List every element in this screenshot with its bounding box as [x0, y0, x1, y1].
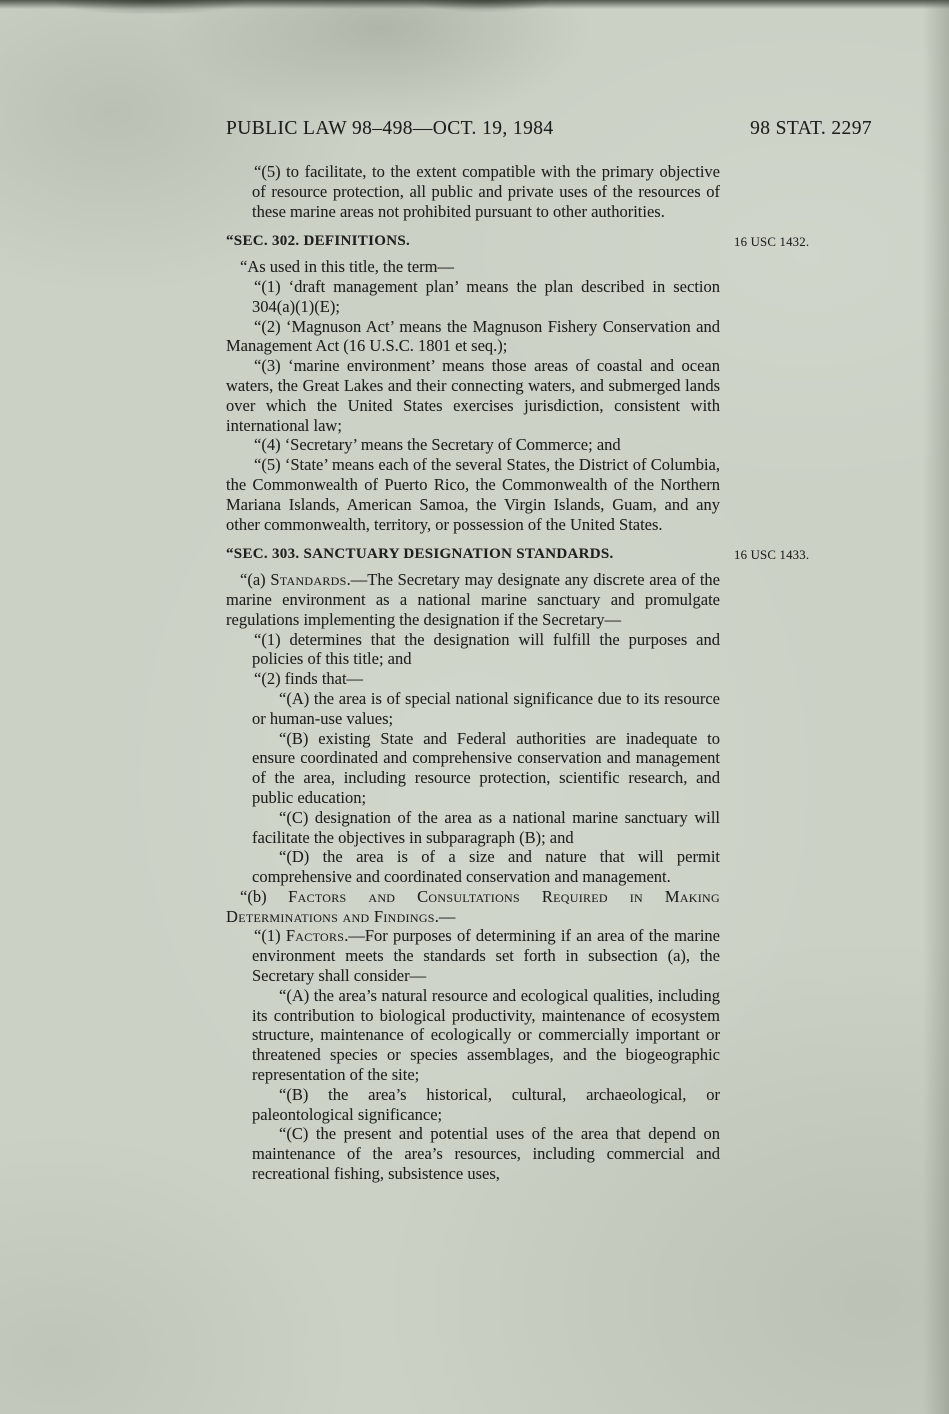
text-run: “(C) the present and potential uses of the area that depend on maintenance of the area’s resources, including commercial and recreational fishing, subsistence uses,	[252, 1124, 720, 1184]
text-run: “(b)	[240, 886, 289, 906]
text-run: “(2) ‘Magnuson Act’ means the Magnuson Fishery Conservation and Management Act (16 U.S.C. 1801 et seq.);	[226, 316, 720, 356]
statute-paragraph	[226, 277, 720, 317]
statute-paragraph	[226, 356, 720, 435]
running-head	[226, 118, 872, 140]
uscode-margin-note: 16 USC 1433.	[734, 548, 810, 563]
text-run: .—The Secretary may designate any discrete area of the marine environment as a national marine sanctuary and promulgate regulations implementing the designation if the Secretary—	[226, 570, 720, 629]
statute-paragraph	[226, 926, 720, 985]
text-run: “(A) the area is of special national significance due to its resource or human-use values;	[252, 688, 720, 728]
text-run: “(5) to facilitate, to the extent compatible with the primary objective of resource protection, all public and private uses of the resources of these marine areas not prohibited pursuant to other authorities.	[252, 162, 720, 221]
statute-paragraph	[226, 257, 720, 277]
text-run: “(1) ‘draft management plan’ means the plan described in section 304(a)(1)(E);	[252, 276, 720, 316]
text-run: .—	[434, 906, 456, 926]
text-run: “(a)	[240, 570, 271, 590]
statute-paragraph	[226, 729, 720, 808]
text-run: “As used in this title, the term—	[240, 257, 455, 277]
statute-paragraph	[226, 1124, 720, 1183]
text-run: .—For purposes of determining if an area of the marine environment meets the standards set forth in subsection (a), the Secretary shall consider—	[252, 926, 720, 986]
statute-paragraph	[226, 570, 720, 629]
document-body	[226, 162, 810, 1184]
scan-artifact-smudge	[420, 0, 550, 12]
statute-paragraph	[226, 455, 720, 534]
text-run: “SEC. 302. DEFINITIONS.	[226, 233, 411, 250]
statute-paragraph	[226, 689, 720, 729]
uscode-margin-note: 16 USC 1432.	[734, 235, 810, 250]
text-run: “(2) finds that—	[254, 669, 364, 689]
statute-paragraph	[226, 887, 720, 927]
text-run: “(1)	[254, 926, 286, 946]
small-caps-text: Standards	[270, 570, 347, 590]
public-law-title: PUBLIC LAW 98–498—OCT. 19, 1984	[226, 118, 554, 139]
section-heading	[226, 545, 810, 565]
text-run: “(A) the area’s natural resource and ecological qualities, including its contribution to biological productivity, maintenance of ecosystem structure, maintenance of ecologically or commercially important or threatened species or species assemblages, and the biogeographic representation of the site;	[252, 985, 720, 1085]
text-run: “(5) ‘State’ means each of the several States, the District of Columbia, the Commonwealth of Puerto Rico, the Commonwealth of the Northern Mariana Islands, American Samoa, the Virgin Islands, Guam, and any other commonwealth, territory, or possession of the United States.	[226, 455, 720, 534]
small-caps-text: Factors	[285, 926, 345, 946]
statute-paragraph	[226, 1085, 720, 1125]
text-run: “(C) designation of the area as a national marine sanctuary will facilitate the objectives in subparagraph (B); and	[252, 807, 720, 847]
text-run: “(4) ‘Secretary’ means the Secretary of Commerce; and	[254, 435, 621, 455]
statute-paragraph	[226, 669, 720, 689]
text-run: “(B) the area’s historical, cultural, archaeological, or paleontological significance;	[252, 1084, 720, 1124]
scan-edge-right	[923, 0, 949, 1414]
statute-paragraph	[226, 435, 720, 455]
text-run: “(1) determines that the designation will fulfill the purposes and policies of this title; and	[252, 629, 720, 669]
section-heading	[226, 232, 810, 252]
scan-artifact-smudge	[55, 0, 245, 14]
small-caps-text: Factors and Consultations Required in Making Determinations and Findings	[226, 886, 720, 926]
statute-paragraph	[226, 847, 720, 887]
statute-paragraph	[226, 808, 720, 848]
text-run: “SEC. 303. SANCTUARY DESIGNATION STANDARDS.	[226, 546, 614, 563]
text-run: “(D) the area is of a size and nature that will permit comprehensive and coordinated conservation and management.	[252, 847, 720, 887]
statute-paragraph	[226, 162, 720, 221]
text-run: “(3) ‘marine environment’ means those areas of coastal and ocean waters, the Great Lakes and their connecting waters, and submerged lands over which the United States exercises jurisdiction, consistent with international law;	[226, 356, 720, 435]
text-run: “(B) existing State and Federal authorities are inadequate to ensure coordinated and comprehensive conservation and management of the area, including resource protection, scientific research, and public education;	[252, 728, 720, 807]
statute-paragraph	[226, 317, 720, 357]
statute-paragraph	[226, 986, 720, 1085]
statute-paragraph	[226, 630, 720, 670]
stat-page-number: 98 STAT. 2297	[750, 118, 872, 139]
